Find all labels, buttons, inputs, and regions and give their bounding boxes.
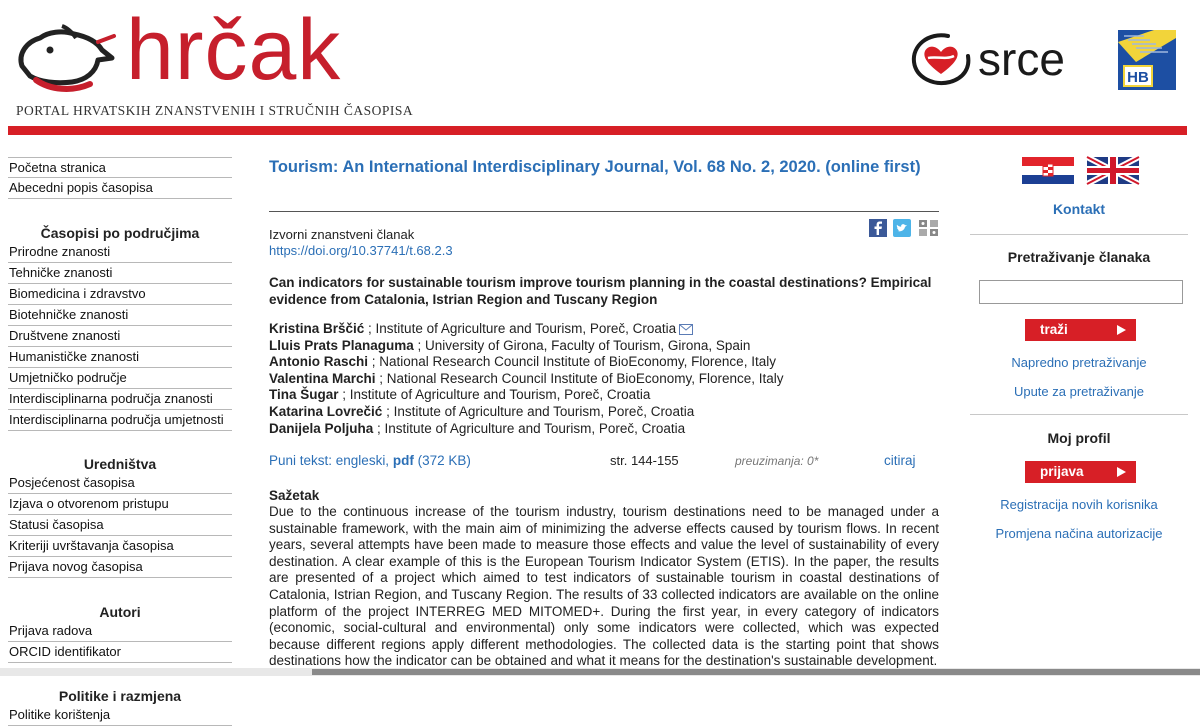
nav-paper-submission[interactable]: Prijava radova xyxy=(8,621,232,642)
author-affiliation: ; Institute of Agriculture and Tourism, Poreč, Croatia xyxy=(382,403,695,419)
title-divider xyxy=(269,211,939,212)
nav-orcid[interactable]: ORCID identifikator xyxy=(8,642,232,663)
play-arrow-icon xyxy=(1117,467,1126,477)
article-main xyxy=(269,157,941,669)
nav-arts[interactable]: Umjetničko područje xyxy=(8,368,232,389)
fulltext-label: Puni tekst: engleski, xyxy=(269,453,393,468)
nav-heading-policies: Politike i razmjena xyxy=(58,688,182,704)
author-name[interactable]: Katarina Lovrečić xyxy=(269,403,383,419)
author-name[interactable]: Danijela Poljuha xyxy=(269,420,374,436)
advanced-search-link[interactable]: Napredno pretraživanje xyxy=(1011,355,1147,370)
nav-interdisciplinary-arts[interactable]: Interdisciplinarna područja umjetnosti xyxy=(8,410,232,431)
header-divider xyxy=(8,126,1187,135)
change-auth-link[interactable]: Promjena načina autorizacije xyxy=(995,526,1163,541)
nav-home[interactable]: Početna stranica xyxy=(8,157,232,178)
register-link[interactable]: Registracija novih korisnika xyxy=(1000,497,1158,512)
nav-technical-sciences[interactable]: Tehničke znanosti xyxy=(8,263,232,284)
search-heading: Pretraživanje članaka xyxy=(1007,249,1151,265)
nav-journal-visits[interactable]: Posjećenost časopisa xyxy=(8,473,232,494)
nav-biotechnical-sciences[interactable]: Biotehničke znanosti xyxy=(8,305,232,326)
nav-journal-index[interactable]: Abecedni popis časopisa xyxy=(8,178,232,199)
login-button[interactable] xyxy=(1025,461,1136,483)
nav-open-access-statement[interactable]: Izjava o otvorenom pristupu xyxy=(8,494,232,515)
srce-logo-text[interactable]: srce xyxy=(978,33,1065,85)
abstract-heading: Sažetak xyxy=(269,488,320,503)
author-entry xyxy=(269,321,939,338)
croatian-flag-icon[interactable] xyxy=(1022,157,1074,184)
srce-heart-logo-icon[interactable] xyxy=(908,30,974,88)
author-entry xyxy=(269,371,939,388)
nav-usage-policies[interactable]: Politike korištenja xyxy=(8,705,232,726)
author-name[interactable]: Antonio Raschi xyxy=(269,354,369,370)
article-title: Can indicators for sustainable tourism improve tourism planning in the coastal destinations? Empirical evidence from Catalonia, Istrian Region and Tuscany Region xyxy=(269,275,932,307)
page-range: str. 144-155 xyxy=(610,453,679,468)
facebook-icon[interactable] xyxy=(869,219,887,237)
author-entry xyxy=(269,338,939,355)
contact-link[interactable]: Kontakt xyxy=(1052,201,1106,217)
right-divider xyxy=(970,414,1188,415)
author-name[interactable]: Lluis Prats Planaguma xyxy=(269,337,414,353)
author-name[interactable]: Tina Šugar xyxy=(269,387,339,403)
nav-social-sciences[interactable]: Društvene znanosti xyxy=(8,326,232,347)
pdf-file-size: (372 KB) xyxy=(413,453,471,468)
author-entry xyxy=(269,421,939,438)
right-divider xyxy=(970,234,1188,235)
site-header xyxy=(0,0,1200,126)
nav-natural-sciences[interactable]: Prirodne znanosti xyxy=(8,242,232,263)
nav-journal-statuses[interactable]: Statusi časopisa xyxy=(8,515,232,536)
author-affiliation: ; Institute of Agriculture and Tourism, Poreč, Croatia xyxy=(373,420,686,436)
author-entry xyxy=(269,387,939,404)
nav-interdisciplinary-sciences[interactable]: Interdisciplinarna područja znanosti xyxy=(8,389,232,410)
share-network-icon[interactable] xyxy=(919,220,938,236)
search-button[interactable] xyxy=(1025,319,1136,341)
nav-heading-editors: Uredništva xyxy=(83,456,157,472)
hamster-logo-icon[interactable] xyxy=(14,14,120,98)
journal-title[interactable]: Tourism: An International Interdisciplinary Journal, Vol. 68 No. 2, 2020. (online first) xyxy=(269,158,921,176)
nav-humanities[interactable]: Humanističke znanosti xyxy=(8,347,232,368)
nav-inclusion-criteria[interactable]: Kriteriji uvrštavanja časopisa xyxy=(8,536,232,557)
download-count: preuzimanja: 0* xyxy=(735,454,819,468)
author-entry xyxy=(269,354,939,371)
cite-link[interactable]: citiraj xyxy=(884,453,916,468)
site-logo-subtitle: PORTAL HRVATSKIH ZNANSTVENIH I STRUČNIH ČASOPISA xyxy=(16,103,414,118)
horizontal-scrollbar[interactable] xyxy=(0,668,1200,676)
twitter-icon[interactable] xyxy=(893,219,911,237)
author-affiliation: ; National Research Council Institute of BioEconomy, Florence, Italy xyxy=(375,370,784,386)
mail-icon[interactable] xyxy=(679,324,693,335)
login-button-label: prijava xyxy=(1040,464,1084,479)
search-input[interactable] xyxy=(979,280,1183,304)
article-type: Izvorni znanstveni članak xyxy=(269,227,415,242)
author-affiliation: ; Institute of Agriculture and Tourism, Poreč, Croatia xyxy=(364,321,677,336)
nav-biomedicine[interactable]: Biomedicina i zdravstvo xyxy=(8,284,232,305)
scrollbar-thumb[interactable] xyxy=(312,669,1200,675)
author-affiliation: ; National Research Council Institute of BioEconomy, Florence, Italy xyxy=(368,354,776,370)
author-entry xyxy=(269,404,939,421)
doi-link[interactable]: https://doi.org/10.37741/t.68.2.3 xyxy=(269,243,453,258)
fulltext-row xyxy=(269,453,471,468)
search-button-label: traži xyxy=(1040,322,1068,337)
play-arrow-icon xyxy=(1117,325,1126,335)
site-logo-text[interactable]: hrčak xyxy=(126,2,342,98)
abstract-text: Due to the continuous increase of the tourism industry, tourism destinations need to be managed under a sustainable framework, with the main aim of minimizing the adverse effects caused by tourism flows. In recent years, several attempts have been made to measure those effects and value the level of sustainability of every destination. A clear example of this is the European Tourism Indicator System (ETIS). In the paper, the results are presented of a project which aimed to test indicators of sustainable tourism in coastal destinations of Catalonia, Istrian Region, and Tuscany Region. The results of 33 collected indicators are available on the online platform of the project INTERREG MED MITOMED+. During the first year, in every category of indicators (economic, social-cultural and environmental) only some indicators were collected, which was expected because different regions apply different methodologies. The collected data is the starting point that shows destinations how the indicator can be obtained and what it means for the destination's sustainable development. xyxy=(269,504,939,669)
search-help-link[interactable]: Upute za pretraživanje xyxy=(1013,384,1145,399)
left-navigation xyxy=(8,157,232,726)
profile-heading: Moj profil xyxy=(1047,430,1111,446)
author-affiliation: ; Institute of Agriculture and Tourism, Poreč, Croatia xyxy=(338,387,651,403)
author-name[interactable]: Kristina Brščić xyxy=(269,321,365,336)
nav-new-journal-application[interactable]: Prijava novog časopisa xyxy=(8,557,232,578)
author-affiliation: ; University of Girona, Faculty of Tourism, Girona, Spain xyxy=(413,337,751,353)
uk-flag-icon[interactable] xyxy=(1087,157,1139,184)
hb-logo-text: HB xyxy=(1127,69,1149,86)
nav-heading-authors: Autori xyxy=(99,604,141,620)
author-name[interactable]: Valentina Marchi xyxy=(269,370,376,386)
hb-logo-icon[interactable] xyxy=(1114,28,1180,92)
nav-heading-fields: Časopisi po područjima xyxy=(40,225,200,241)
pdf-download-link[interactable]: pdf xyxy=(392,453,414,468)
share-icons xyxy=(869,218,941,238)
author-list xyxy=(269,321,939,437)
